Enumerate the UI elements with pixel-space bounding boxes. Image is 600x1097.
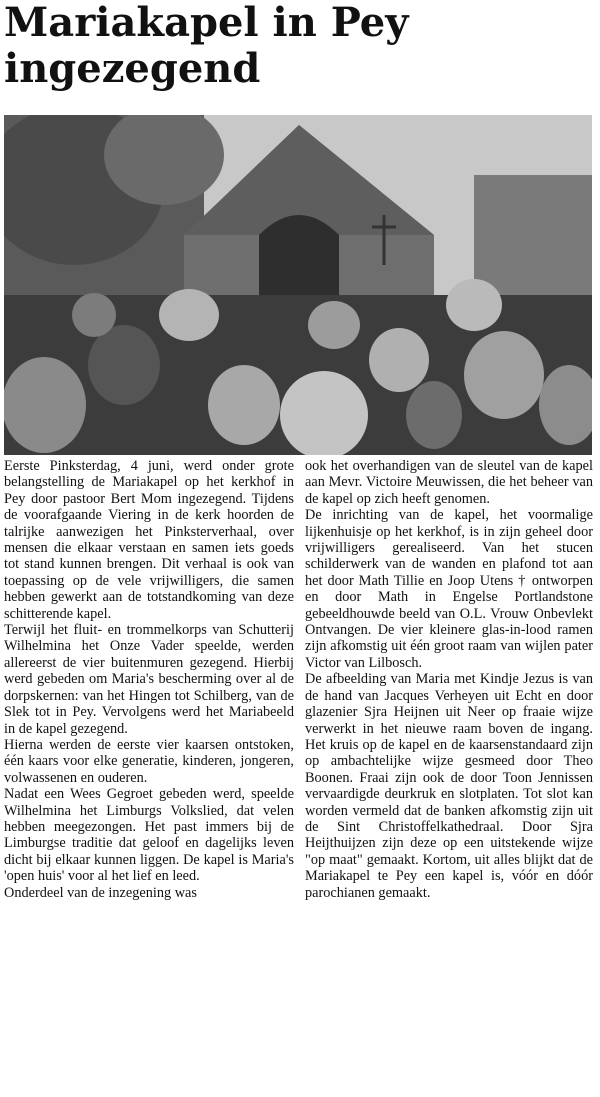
paragraph-3: Hierna werden de eerste vier kaarsen ontstoken, één kaars voor elke generatie, kinderen, jongeren, volwassenen en ouderen. — [4, 736, 294, 786]
paragraph-7: De inrichting van de kapel, het voormalige lijkenhuisje op het kerkhof, is in zijn geheel door vrijwilligers gerealiseerd. Van het stucen schilderwerk van de wanden en plafond tot aan het door Math Tillie en Joop Utens † ontworpen en door Math in Engelse Portlandstone gebeeldhouwde beeld van O.L. Vrouw Onbevlekt Ontvangen. De vier kleinere glas-in-lood ramen zijn afkomstig uit één groot raam van wijlen pater Victor van Lilbosch. — [305, 507, 593, 671]
paragraph-5: Onderdeel van de inzegening was — [4, 884, 197, 901]
paragraph-1: Eerste Pinksterdag, 4 juni, werd onder grote belangstelling de Mariakapel op het kerkhof in Pey door pastoor Bert Mom ingezegend. Tijdens de voorafgaande Viering in de kerk hoorden de talrijke aanwezigen het Pinksterverhaal, over mensen die elkaar verstaan en samen iets goeds tot stand kunnen brengen. Dit verhaal is ook van toepassing op de vele vrijwilligers, die samen hebben gewerkt aan de totstandkoming van deze schitterende kapel. — [4, 458, 294, 622]
paragraph-2: Terwijl het fluit- en trommelkorps van Schutterij Wilhelmina het Onze Vader speelde, werden allereerst de vier buitenmuren gezegend. Hierbij werd gebeden om Maria's bescherming over al de dorpskernen: van het Hingen tot Schilberg, van de Slek tot in Pey. Vervolgens werd het Mariabeeld in de kapel gezegend. — [4, 622, 294, 737]
paragraph-4: Nadat een Wees Gegroet gebeden werd, speelde Wilhelmina het Limburgs Volkslied, dat velen hebben meegezongen. Het past immers bij de Limburgse traditie dat geloof en dagelijks leven dicht bij elkaar kunnen liggen. De kapel is Maria's 'open huis' voor al het lief en leed. — [4, 786, 294, 885]
paragraph-6: ook het overhandigen van de sleutel van de kapel aan Mevr. Victoire Meuwissen, die het beheer van de kapel op zich heeft genomen. — [305, 458, 593, 507]
crowd-at-chapel-photo — [4, 115, 592, 455]
photo-graphic — [4, 115, 592, 455]
paragraph-8: De afbeelding van Maria met Kindje Jezus is van de hand van Jacques Verheyen uit Echt en door glazenier Sjra Heijnen uit Neer op fraaie wijze verwerkt in het nieuwe raam boven de ingang. Het kruis op de kapel en de kaarsenstandaard zijn op ambachtelijke wijze gesmeed door Theo Boonen. Fraai zijn ook de door Toon Jennissen vervaardigde deurkruk en slotplaten. Tot slot kan worden vermeld dat de banken afkomstig zijn uit de Sint Christoffelkathedraal. Door Sjra Heijthuijzen zijn deze op een uitstekende wijze "op maat" gemaakt. Kortom, uit alles blijkt dat de Mariakapel te Pey een kapel is, vóór en dóór parochianen gemaakt. — [305, 671, 593, 901]
headline: Mariakapel in Pey ingezegend — [4, 0, 409, 92]
article-left-column — [4, 458, 294, 901]
article-right-column — [305, 458, 593, 901]
